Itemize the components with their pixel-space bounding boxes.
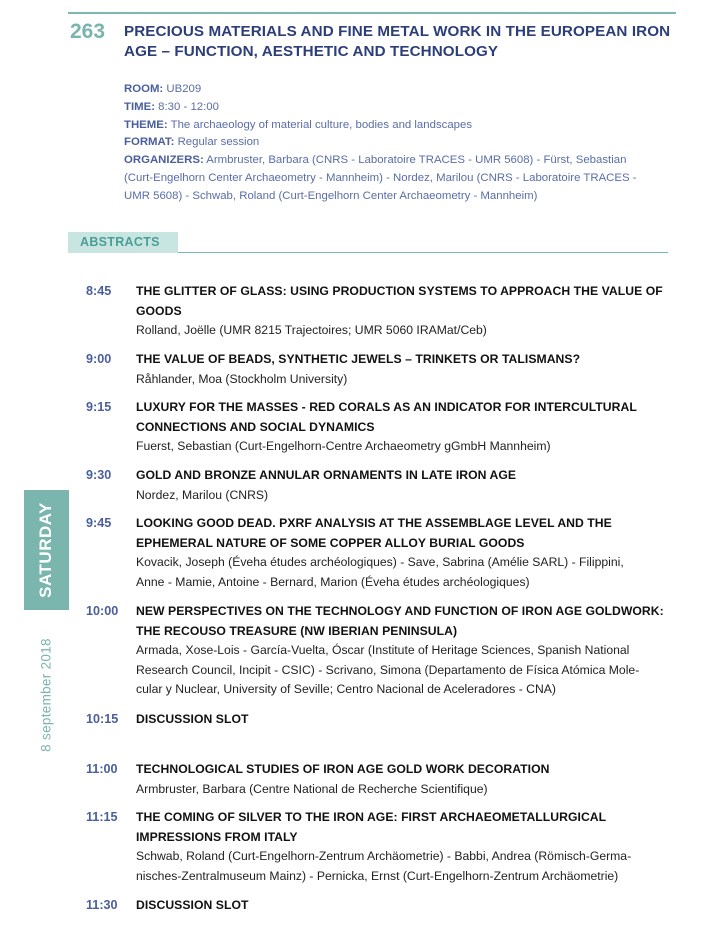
talk-item <box>86 398 690 457</box>
organizers-line: UMR 5608) - Schwab, Roland (Curt-Engelhorn Center Archaeometry - Mannheim) <box>124 189 538 202</box>
talk-body <box>136 398 690 457</box>
talk-authors: Research Council, Incipit - CSIC) - Scrivano, Simona (Departamento de Física Atómica Mole- <box>136 662 640 677</box>
room-value: UB209 <box>163 83 202 95</box>
talk-body <box>136 282 690 341</box>
talk-item <box>86 350 690 389</box>
abstracts-divider <box>178 252 668 253</box>
talk-time: 9:30 <box>86 468 112 482</box>
theme-line <box>124 117 664 135</box>
format-value: Regular session <box>174 136 260 149</box>
talk-time: 11:15 <box>86 810 118 824</box>
talk-body <box>136 350 690 389</box>
talk-time: 9:45 <box>86 516 112 530</box>
talk-title: CONNECTIONS AND SOCIAL DYNAMICS <box>136 419 375 434</box>
talk-title: THE RECOUSO TREASURE (NW IBERIAN PENINSULA) <box>136 623 458 638</box>
talk-authors: Råhlander, Moa (Stockholm University) <box>136 371 348 386</box>
talk-authors: nisches-Zentralmuseum Mainz) - Pernicka, Ernst (Curt-Engelhorn-Zentrum Archäometrie) <box>136 868 619 883</box>
talk-title: THE GLITTER OF GLASS: USING PRODUCTION SYSTEMS TO APPROACH THE VALUE OF <box>136 284 663 298</box>
talk-body <box>136 514 690 592</box>
talk-title: TECHNOLOGICAL STUDIES OF IRON AGE GOLD WORK DECORATION <box>136 762 550 776</box>
talk-title: DISCUSSION SLOT <box>136 898 249 912</box>
talk-authors: Armbruster, Barbara (Centre National de Recherche Scientifique) <box>136 781 488 796</box>
talk-authors: Fuerst, Sebastian (Curt-Engelhorn-Centre Archaeometry gGmbH Mannheim) <box>136 439 551 454</box>
talk-item <box>86 710 690 730</box>
time-value: 8:30 - 12:00 <box>155 100 219 113</box>
talk-title: LUXURY FOR THE MASSES - RED CORALS AS AN INDICATOR FOR INTERCULTURAL <box>136 400 637 414</box>
format-line <box>124 134 664 152</box>
talk-title: LOOKING GOOD DEAD. PXRF ANALYSIS AT THE ASSEMBLAGE LEVEL AND THE <box>136 516 612 530</box>
talk-item <box>86 808 690 886</box>
session-title: PRECIOUS MATERIALS AND FINE METAL WORK IN THE EUROPEAN IRON AGE – FUNCTION, AESTHETIC AND TECHNOLOGY <box>124 23 671 60</box>
talk-body <box>136 602 690 700</box>
day-label: SATURDAY <box>36 502 55 598</box>
talk-title: EPHEMERAL NATURE OF SOME COPPER ALLOY BURIAL GOODS <box>136 535 525 550</box>
time-line <box>124 99 664 117</box>
room-label: ROOM: <box>124 83 164 95</box>
talk-time: 8:45 <box>86 284 112 298</box>
talk-title: NEW PERSPECTIVES ON THE TECHNOLOGY AND FUNCTION OF IRON AGE GOLDWORK: <box>136 604 664 618</box>
organizers-line: (Curt-Engelhorn Center Archaeometry - Mannheim) - Nordez, Marilou (CNRS - Laboratoire TRACES - <box>124 171 637 184</box>
time-label: TIME: <box>124 100 156 113</box>
talk-item <box>86 896 690 916</box>
talk-time: 11:00 <box>86 762 118 776</box>
talk-authors: Rolland, Joëlle (UMR 8215 Trajectoires; UMR 5060 IRAMat/Ceb) <box>136 323 487 338</box>
organizers-line <box>124 152 664 170</box>
talk-time: 9:00 <box>86 352 112 366</box>
room-line <box>124 81 664 99</box>
talk-title: GOODS <box>136 303 182 318</box>
talk-item <box>86 466 690 505</box>
talk-authors: Armada, Xose-Lois - García-Vuelta, Óscar (Institute of Heritage Sciences, Spanish National <box>136 643 630 658</box>
theme-label: THEME: <box>124 118 168 131</box>
talk-title: IMPRESSIONS FROM ITALY <box>136 829 298 844</box>
talk-authors: cular y Nuclear, University of Seville; Centro Nacional de Aceleradores - CNA) <box>136 682 556 697</box>
talk-body <box>136 466 690 505</box>
organizers-label: ORGANIZERS: <box>124 154 204 167</box>
talk-authors: Kovacik, Joseph (Éveha études archéologiques) - Save, Sabrina (Amélie SARL) - Filippini, <box>136 555 624 570</box>
talk-item <box>86 282 690 341</box>
talk-authors: Anne - Mamie, Antoine - Bernard, Marion (Éveha études archéologiques) <box>136 574 530 589</box>
talk-item <box>86 760 690 799</box>
talk-title: GOLD AND BRONZE ANNULAR ORNAMENTS IN LATE IRON AGE <box>136 468 517 482</box>
top-divider <box>68 12 676 14</box>
talk-time: 10:00 <box>86 604 119 618</box>
format-label: FORMAT: <box>124 136 175 149</box>
talk-authors: Schwab, Roland (Curt-Engelhorn-Zentrum Archäometrie) - Babbi, Andrea (Römisch-Germa- <box>136 849 632 864</box>
talk-body <box>136 760 690 799</box>
talk-body <box>136 710 690 730</box>
organizers-value: Armbruster, Barbara (CNRS - Laboratoire TRACES - UMR 5608) - Fürst, Sebastian <box>203 154 627 167</box>
talk-body <box>136 896 690 916</box>
talk-body <box>136 808 690 886</box>
talk-authors: Nordez, Marilou (CNRS) <box>136 487 269 502</box>
theme-value: The archaeology of material culture, bodies and landscapes <box>167 118 473 131</box>
session-number: 263 <box>70 20 106 43</box>
abstracts-heading: ABSTRACTS <box>80 235 160 249</box>
talk-title: DISCUSSION SLOT <box>136 712 249 726</box>
talk-item <box>86 514 690 592</box>
talk-title: THE VALUE OF BEADS, SYNTHETIC JEWELS – TRINKETS OR TALISMANS? <box>136 352 581 366</box>
talk-time: 9:15 <box>86 400 112 414</box>
session-meta <box>124 81 664 206</box>
talk-title: THE COMING OF SILVER TO THE IRON AGE: FIRST ARCHAEOMETALLURGICAL <box>136 810 607 824</box>
date-label: 8 september 2018 <box>38 638 54 752</box>
talk-item <box>86 602 690 700</box>
talk-time: 11:30 <box>86 898 118 912</box>
talk-time: 10:15 <box>86 712 119 726</box>
